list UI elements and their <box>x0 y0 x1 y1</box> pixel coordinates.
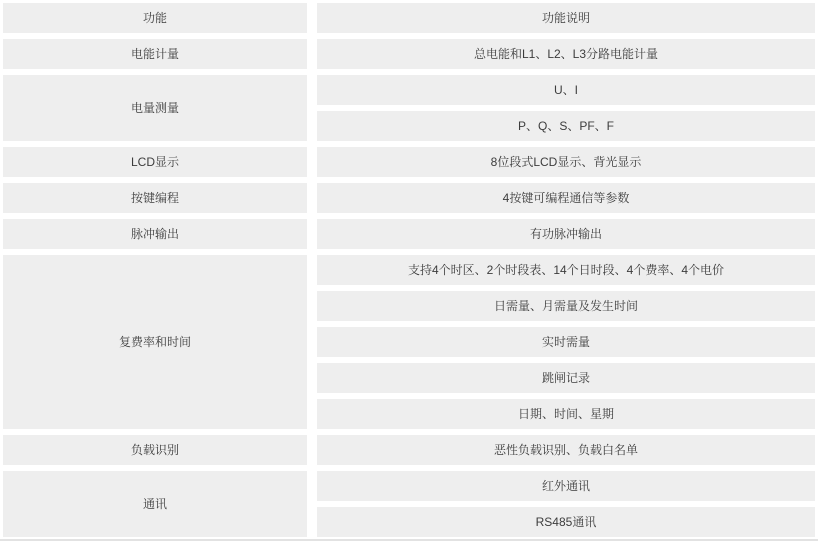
header-cell-function: 功能 <box>3 3 307 33</box>
feature-cell: 电量测量 <box>3 75 307 141</box>
feature-cell: LCD显示 <box>3 147 307 177</box>
description-cell: RS485通讯 <box>317 507 815 537</box>
table-row <box>3 75 815 105</box>
feature-cell: 通讯 <box>3 471 307 537</box>
description-cell: 总电能和L1、L2、L3分路电能计量 <box>317 39 815 69</box>
table-row <box>3 255 815 285</box>
description-cell: 有功脉冲输出 <box>317 219 815 249</box>
header-cell-description: 功能说明 <box>317 3 815 33</box>
feature-cell: 电能计量 <box>3 39 307 69</box>
description-cell: 恶性负载识别、负载白名单 <box>317 435 815 465</box>
description-cell: 日需量、月需量及发生时间 <box>317 291 815 321</box>
feature-cell: 复费率和时间 <box>3 255 307 429</box>
description-cell: 跳闸记录 <box>317 363 815 393</box>
page-bottom-rule <box>0 539 818 541</box>
feature-cell: 脉冲输出 <box>3 219 307 249</box>
description-cell: 8位段式LCD显示、背光显示 <box>317 147 815 177</box>
description-cell: P、Q、S、PF、F <box>317 111 815 141</box>
description-cell: 日期、时间、星期 <box>317 399 815 429</box>
table-row <box>3 147 815 177</box>
table-row <box>3 471 815 501</box>
feature-cell: 负载识别 <box>3 435 307 465</box>
feature-cell: 按键编程 <box>3 183 307 213</box>
description-cell: 实时需量 <box>317 327 815 357</box>
table-row <box>3 183 815 213</box>
description-cell: 4按键可编程通信等参数 <box>317 183 815 213</box>
table-row <box>3 39 815 69</box>
table-header-row <box>3 3 815 33</box>
description-cell: 支持4个时区、2个时段表、14个日时段、4个费率、4个电价 <box>317 255 815 285</box>
description-cell: 红外通讯 <box>317 471 815 501</box>
table-row <box>3 435 815 465</box>
table-row <box>3 219 815 249</box>
description-cell: U、I <box>317 75 815 105</box>
